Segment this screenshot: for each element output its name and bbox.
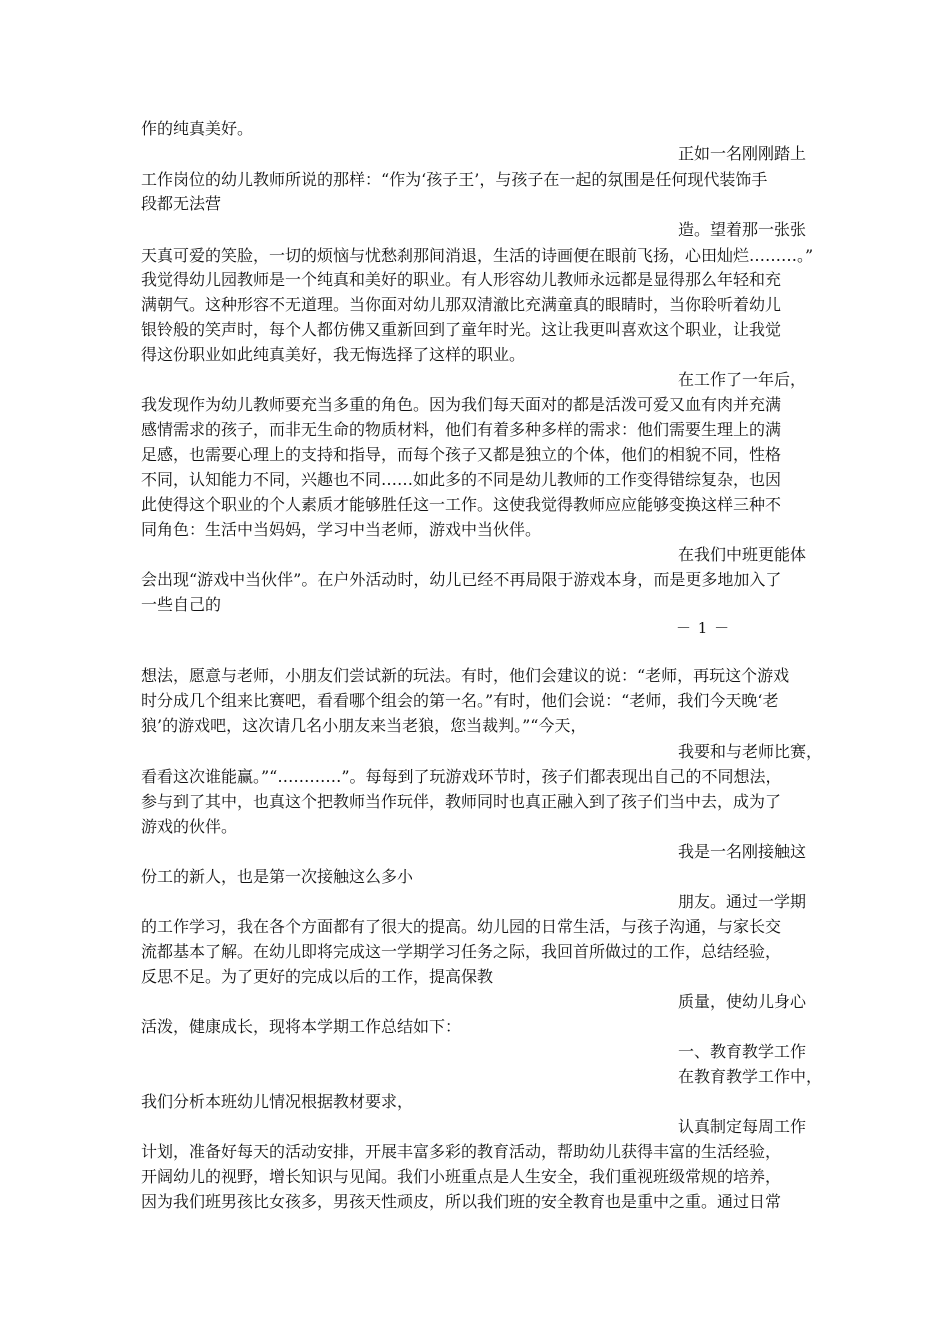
text-line: 感情需求的孩子，而非无生命的物质材料，他们有着多种多样的需求：他们需要生理上的满 [141,420,782,439]
text-line: 质量，使幼儿身心 [678,992,807,1011]
text-line: 时分成几个组来比赛吧，看看哪个组会的第一名。”有时，他们会说：“老师，我们今天晚‘老 [141,691,779,710]
text-line: 不同，认知能力不同，兴趣也不同……如此多的不同是幼儿教师的工作变得错综复杂，也因 [141,470,782,489]
page-number: － 1 － [676,619,731,637]
text-line: 想法，愿意与老师，小朋友们尝试新的玩法。有时，他们会建议的说：“老师，再玩这个游戏 [141,666,790,685]
text-line: 狼’的游戏吧，这次请几名小朋友来当老狼，您当裁判。”“今天， [141,716,587,735]
text-line: 反思不足。为了更好的完成以后的工作，提高保教 [141,967,494,986]
text-line: 游戏的伙伴。 [141,817,238,836]
text-line: 此使得这个职业的个人素质才能够胜任这一工作。这使我觉得教师应应能够变换这样三种不 [141,495,782,514]
text-line: 银铃般的笑声时，每个人都仿佛又重新回到了童年时光。这让我更叫喜欢这个职业，让我觉 [141,320,782,339]
text-line: 同角色：生活中当妈妈，学习中当老师，游戏中当伙伴。 [141,520,542,539]
text-line: 认真制定每周工作 [678,1117,807,1136]
text-line: 我觉得幼儿园教师是一个纯真和美好的职业。有人形容幼儿教师永远都是显得那么年轻和充 [141,270,782,289]
text-line: 开阔幼儿的视野，增长知识与见闻。我们小班重点是人生安全，我们重视班级常规的培养， [141,1167,782,1186]
text-line: 活泼，健康成长，现将本学期工作总结如下： [141,1017,462,1036]
text-line: 满朝气。这种形容不无道理。当你面对幼儿那双清澈比充满童真的眼睛时，当你聆听着幼儿 [141,295,782,314]
text-line: 造。望着那一张张 [678,220,807,239]
text-line: 在教育教学工作中， [678,1067,823,1086]
text-line: 看看这次谁能赢。”“…………”。每每到了玩游戏环节时，孩子们都表现出自己的不同想法， [141,767,782,786]
text-line: 正如一名刚刚踏上 [678,144,807,163]
text-line: 份工的新人，也是第一次接触这么多小 [141,867,414,886]
text-line: 流都基本了解。在幼儿即将完成这一学期学习任务之际，我回首所做过的工作，总结经验， [141,942,782,961]
text-line: 计划，准备好每天的活动安排，开展丰富多彩的教育活动，帮助幼儿获得丰富的生活经验， [141,1142,782,1161]
text-line: 我是一名刚接触这 [678,842,807,861]
text-line: 因为我们班男孩比女孩多，男孩天性顽皮，所以我们班的安全教育也是重中之重。通过日常 [141,1192,782,1211]
text-line: 段都无法营 [141,194,222,213]
text-line: 一、教育教学工作 [678,1042,807,1061]
text-line: 我发现作为幼儿教师要充当多重的角色。因为我们每天面对的都是活泼可爱又血有肉并充满 [141,395,782,414]
text-line: 的工作学习，我在各个方面都有了很大的提高。幼儿园的日常生活，与孩子沟通，与家长交 [141,917,782,936]
text-line: 一些自己的 [141,595,222,614]
text-line: 天真可爱的笑脸，一切的烦恼与忧愁刹那间消退，生活的诗画便在眼前飞扬，心田灿烂………。” [141,246,814,265]
text-line: 朋友。通过一学期 [678,892,807,911]
text-line: 作的纯真美好。 [141,119,254,138]
text-line: 足感，也需要心理上的支持和指导，而每个孩子又都是独立的个体，他们的相貌不同，性格 [141,445,782,464]
text-line: 会出现“游戏中当伙伴”。在户外活动时，幼儿已经不再局限于游戏本身，而是更多地加入了 [141,570,782,589]
text-line: 工作岗位的幼儿教师所说的那样：“作为‘孩子王’，与孩子在一起的氛围是任何现代装饰手 [141,170,768,189]
text-line: 我要和与老师比赛， [678,742,823,761]
text-line: 得这份职业如此纯真美好，我无悔选择了这样的职业。 [141,345,526,364]
text-line: 我们分析本班幼儿情况根据教材要求， [141,1092,414,1111]
text-line: 在我们中班更能体 [678,545,807,564]
text-line: 在工作了一年后， [678,370,807,389]
text-line: 参与到了其中，也真这个把教师当作玩伴，教师同时也真正融入到了孩子们当中去，成为了 [141,792,782,811]
